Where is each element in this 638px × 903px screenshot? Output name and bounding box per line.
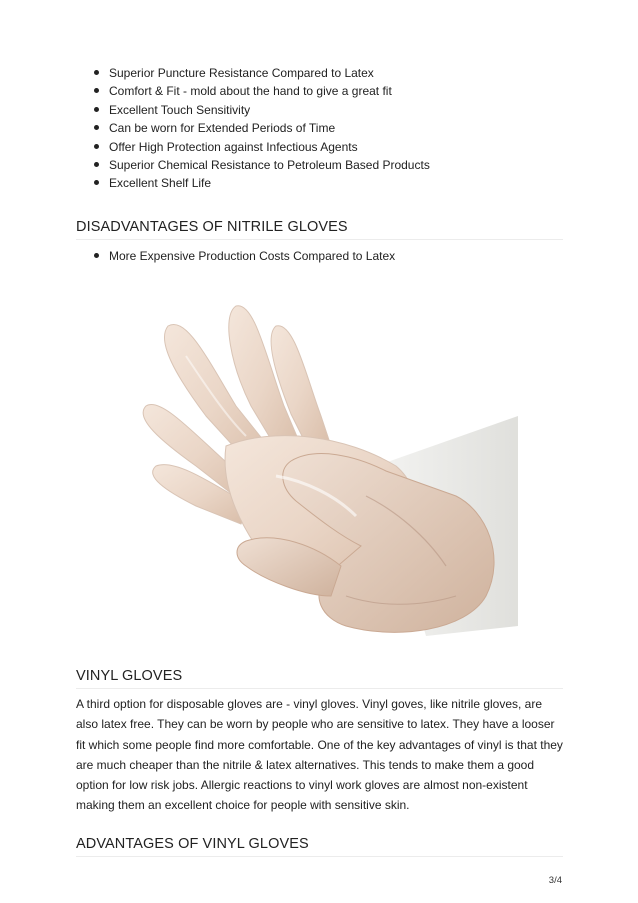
list-item-text: Superior Chemical Resistance to Petroleum Based Products <box>109 158 430 173</box>
bullet-icon <box>94 144 99 149</box>
page-number: 3/4 <box>548 875 562 886</box>
vinyl-gloves-photo <box>126 296 518 640</box>
bullet-icon <box>94 162 99 167</box>
list-item-text: Excellent Shelf Life <box>109 176 212 191</box>
list-item-text: Superior Puncture Resistance Compared to Latex <box>109 66 374 80</box>
list-item <box>94 119 430 137</box>
divider <box>76 688 563 689</box>
vinyl-gloves-heading: VINYL GLOVES <box>76 668 183 684</box>
disadvantages-heading: DISADVANTAGES OF NITRILE GLOVES <box>76 219 348 235</box>
vinyl-advantages-heading: ADVANTAGES OF VINYL GLOVES <box>76 836 309 852</box>
list-item-text: Can be worn for Extended Periods of Time <box>109 121 336 136</box>
nitrile-advantages-list <box>94 64 430 193</box>
bullet-icon <box>94 88 99 93</box>
list-item <box>94 156 430 174</box>
bullet-icon <box>94 70 99 75</box>
divider <box>76 856 563 857</box>
bullet-icon <box>94 180 99 185</box>
list-item-text: Comfort & Fit - mold about the hand to give a great fit <box>109 84 392 99</box>
list-item-text: Offer High Protection against Infectious Agents <box>109 139 358 154</box>
list-item <box>94 82 430 100</box>
list-item <box>94 174 430 192</box>
vinyl-gloves-paragraph: A third option for disposable gloves are - vinyl gloves. Vinyl goves, like nitrile gloves, are also latex free. They can be worn by people who are sensitive to latex. They have a looser fit which some people find more comfortable. One of the key advantages of vinyl is that they are much cheaper than the nitrile & latex alternatives. This tends to make them a good option for low risk jobs. Allergic reactions to vinyl work gloves are almost non-existent making them an excellent choice for people with sensitive skin. <box>76 697 563 813</box>
bullet-icon <box>94 107 99 112</box>
divider <box>76 239 563 240</box>
list-item-text: Excellent Touch Sensitivity <box>109 102 251 117</box>
list-item <box>94 64 430 82</box>
nitrile-disadvantages-list <box>94 247 395 265</box>
list-item <box>94 101 430 119</box>
bullet-icon <box>94 253 99 258</box>
list-item <box>94 138 430 156</box>
list-item-text: More Expensive Production Costs Compared to Latex <box>109 249 396 263</box>
list-item <box>94 247 395 265</box>
bullet-icon <box>94 125 99 130</box>
